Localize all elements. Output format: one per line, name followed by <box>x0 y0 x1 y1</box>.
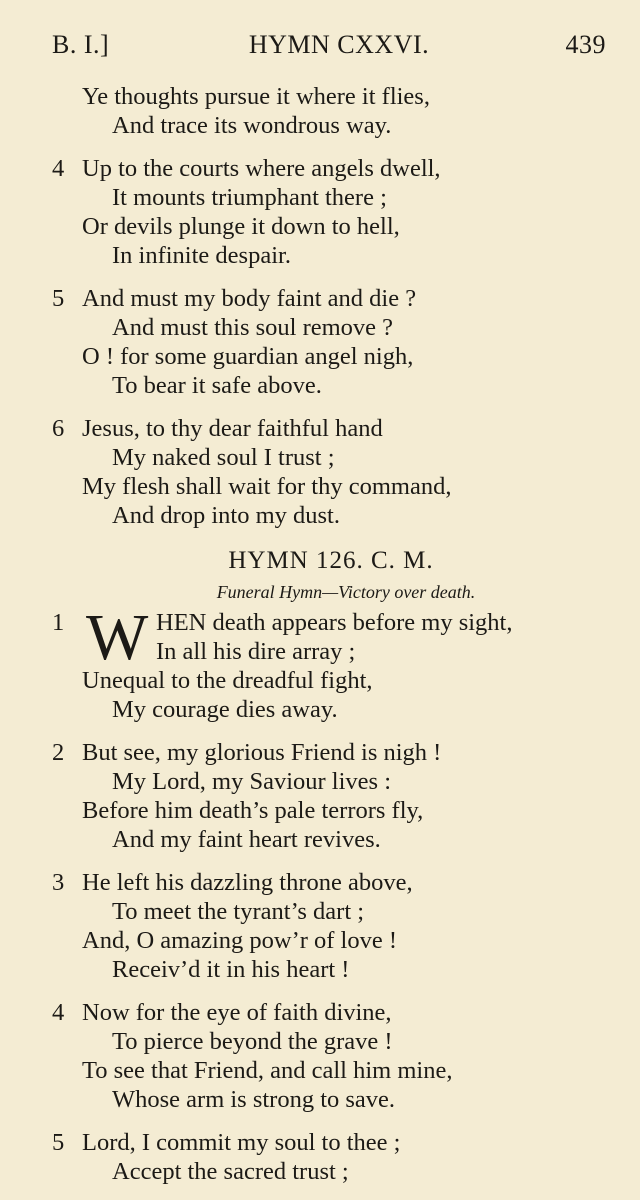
verse-line: To pierce beyond the grave ! <box>112 1028 393 1055</box>
running-header <box>52 30 606 70</box>
section-mark: B. I.] <box>52 30 110 59</box>
verse-line: In all his dire array ; <box>156 638 356 665</box>
verse-line: Whose arm is strong to save. <box>112 1086 396 1113</box>
hymn-title: HYMN 126. C. M. <box>228 547 434 574</box>
stanza-number: 4 <box>52 155 65 182</box>
verse-line: He left his dazzling throne above, <box>82 869 413 896</box>
verse-line: Now for the eye of faith divine, <box>82 999 392 1026</box>
stanza <box>52 998 610 1114</box>
page-number: 439 <box>565 30 606 59</box>
continued-stanza <box>52 82 610 140</box>
stanza <box>52 868 610 984</box>
drop-cap: W <box>86 601 149 674</box>
verse-line: In infinite despair. <box>112 242 291 269</box>
verse-line: Receiv’d it in his heart ! <box>112 956 350 983</box>
verse-line: Ye thoughts pursue it where it flies, <box>82 83 430 110</box>
verse-line: To bear it safe above. <box>112 372 322 399</box>
verse-line: Unequal to the dreadful fight, <box>82 667 373 694</box>
stanza-number: 5 <box>52 285 65 312</box>
verse-line: And my faint heart revives. <box>112 826 381 853</box>
stanza <box>52 154 610 270</box>
page-title: HYMN CXXVI. <box>248 30 430 59</box>
stanza <box>52 414 610 530</box>
stanza-number: 5 <box>52 1129 65 1156</box>
stanza <box>52 1128 610 1186</box>
verse-line: My courage dies away. <box>112 696 338 723</box>
verse-line: HEN death appears before my sight, <box>156 609 513 636</box>
verse-line: Up to the courts where angels dwell, <box>82 155 441 182</box>
stanza-first <box>52 601 610 724</box>
stanza <box>52 738 610 854</box>
verse-line: To see that Friend, and call him mine, <box>82 1057 453 1084</box>
verse-line: And must my body faint and die ? <box>82 285 417 312</box>
verse-line: And drop into my dust. <box>112 502 340 529</box>
verse-line: And must this soul remove ? <box>112 314 394 341</box>
stanza-number: 3 <box>52 869 65 896</box>
verse-line: Jesus, to thy dear faithful hand <box>82 415 383 442</box>
verse-line: Before him death’s pale terrors fly, <box>82 797 424 824</box>
stanza <box>52 284 610 400</box>
stanza-number: 2 <box>52 739 65 766</box>
verse-line: To meet the tyrant’s dart ; <box>112 898 365 925</box>
verse-line: But see, my glorious Friend is nigh ! <box>82 739 442 766</box>
stanza-number: 1 <box>52 609 65 636</box>
verse-line: O ! for some guardian angel nigh, <box>82 343 414 370</box>
verse-line: And, O amazing pow’r of love ! <box>82 927 398 954</box>
verse-line: My Lord, my Saviour lives : <box>112 768 392 795</box>
verse-line: Or devils plunge it down to hell, <box>82 213 400 240</box>
verse-line: Lord, I commit my soul to thee ; <box>82 1129 401 1156</box>
verse-line: Accept the sacred trust ; <box>112 1158 349 1185</box>
verse-line: My naked soul I trust ; <box>112 444 335 471</box>
verse-line: It mounts triumphant there ; <box>112 184 387 211</box>
page-body <box>52 82 610 1200</box>
hymn-subtitle: Funeral Hymn—Victory over death. <box>216 582 476 602</box>
verse-line: And trace its wondrous way. <box>112 112 392 139</box>
stanza-number: 4 <box>52 999 65 1026</box>
verse-line: My flesh shall wait for thy command, <box>82 473 452 500</box>
stanza-number: 6 <box>52 415 65 442</box>
